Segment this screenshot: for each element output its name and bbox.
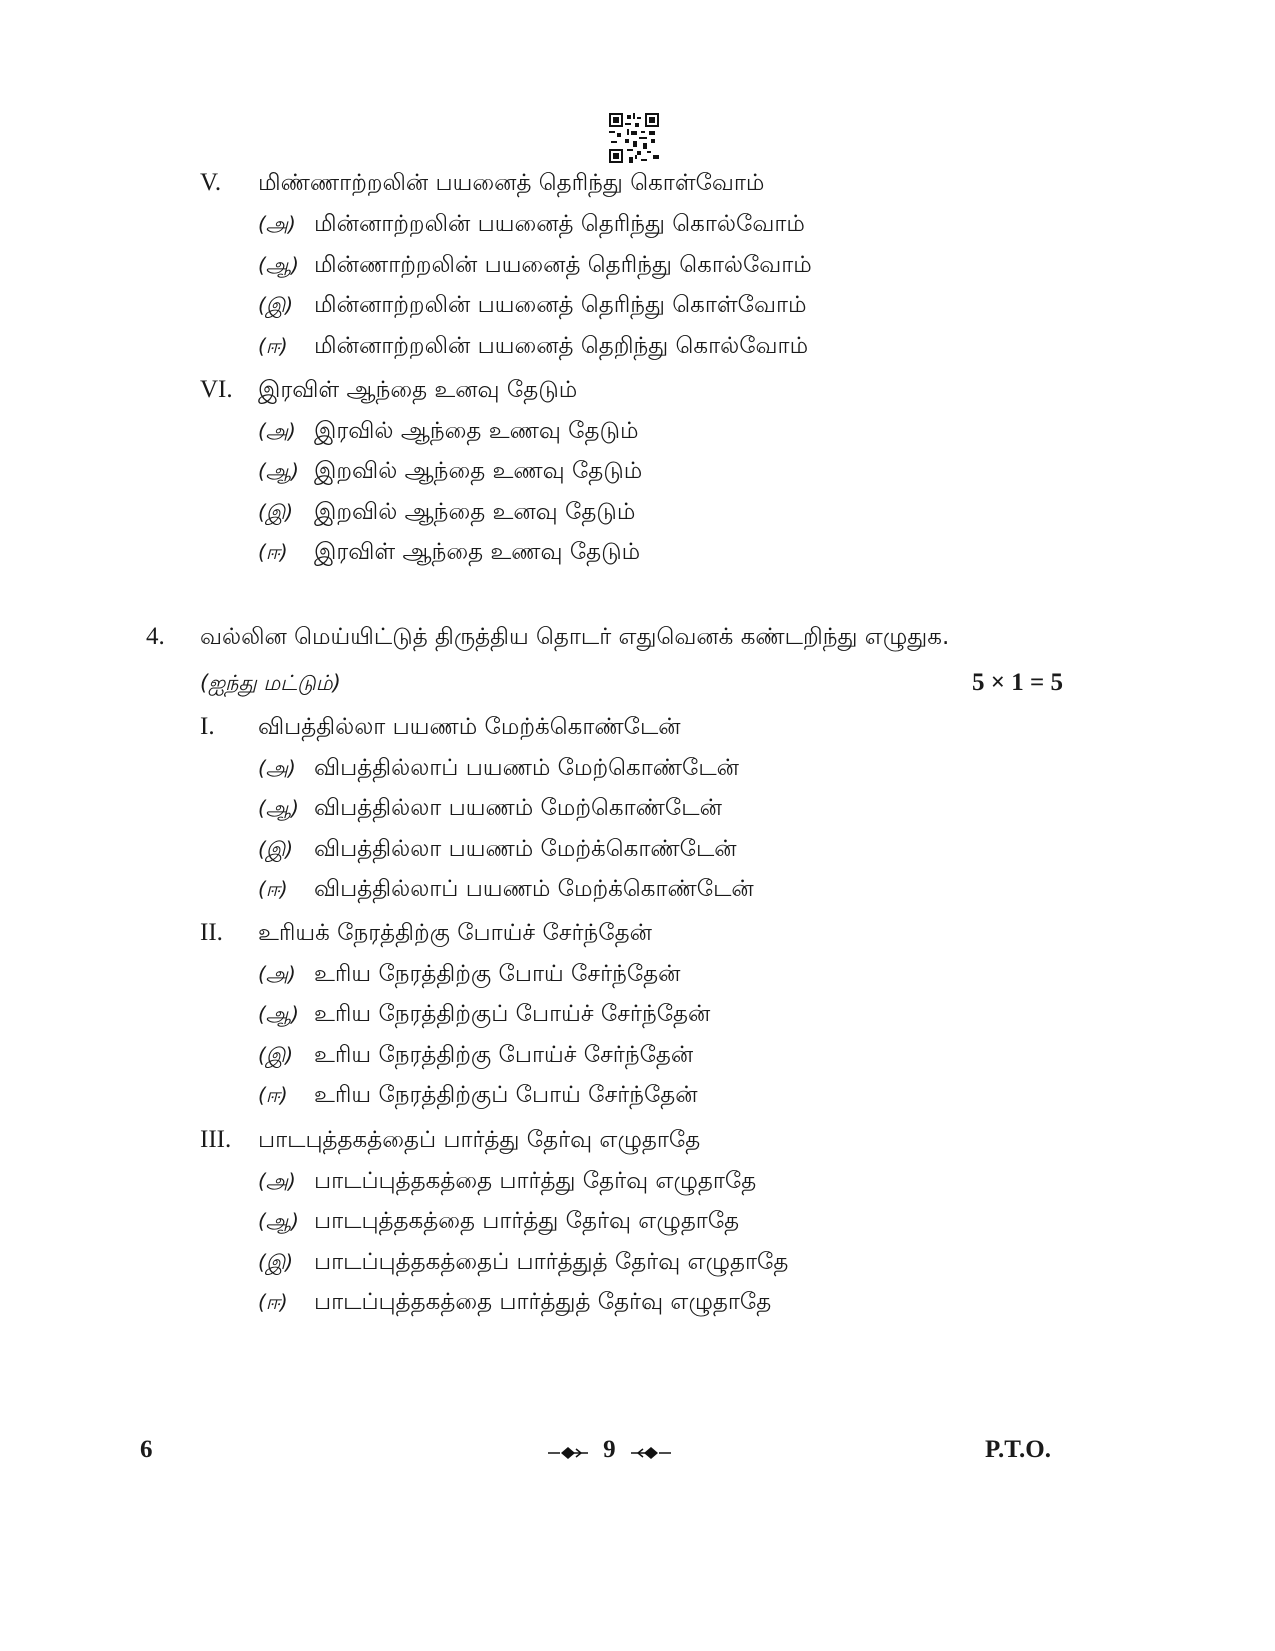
footer-code: 6	[140, 1436, 153, 1463]
option-text: பாடப்புத்தகத்தைப் பார்த்துத் தேர்வு எழுதாதே	[314, 1249, 789, 1275]
qr-code	[609, 113, 659, 163]
item-title: இரவிள் ஆந்தை உனவு தேடும்	[258, 377, 578, 403]
item-title: விபத்தில்லா பயணம் மேற்க்கொண்டேன்	[258, 714, 681, 740]
marks-label: 5 × 1 = 5	[972, 669, 1063, 696]
question-note: (ஐந்து மட்டும்)	[200, 671, 341, 695]
option-label: (ஆ)	[258, 1209, 299, 1233]
roman-numeral: III.	[200, 1126, 232, 1153]
option-label: (இ)	[258, 837, 294, 861]
option-text: இரவிள் ஆந்தை உணவு தேடும்	[314, 539, 641, 565]
option-label: (அ)	[258, 756, 296, 780]
option-text: உரிய நேரத்திற்கு போய் சேர்ந்தேன்	[314, 961, 681, 987]
pto-label: P.T.O.	[985, 1436, 1051, 1463]
option-label: (ஈ)	[258, 1290, 288, 1314]
ornament-left-icon	[548, 1445, 588, 1461]
option-text: விபத்தில்லாப் பயணம் மேற்க்கொண்டேன்	[314, 876, 754, 902]
option-text: மின்னாற்றலின் பயனைத் தெறிந்து கொல்வோம்	[314, 333, 809, 359]
page-number-group	[548, 1435, 671, 1467]
item-title: மிண்ணாற்றலின் பயனைத் தெரிந்து கொள்வோம்	[258, 170, 765, 196]
option-text: விபத்தில்லாப் பயணம் மேற்கொண்டேன்	[314, 755, 739, 781]
option-label: (ஆ)	[258, 796, 299, 820]
question-instruction: வல்லின மெய்யிட்டுத் திருத்திய தொடர் எதுவெனக் கண்டறிந்து எழுதுக.	[200, 624, 950, 650]
option-label: (ஆ)	[258, 459, 299, 483]
option-text: உரிய நேரத்திற்கு போய்ச் சேர்ந்தேன்	[314, 1042, 694, 1068]
item-title: உரியக் நேரத்திற்கு போய்ச் சேர்ந்தேன்	[258, 920, 652, 946]
roman-numeral: VI.	[200, 376, 233, 403]
option-text: விபத்தில்லா பயணம் மேற்கொண்டேன்	[314, 795, 722, 821]
option-label: (ஆ)	[258, 253, 299, 277]
option-text: பாடப்புத்தகத்தை பார்த்து தேர்வு எழுதாதே	[314, 1168, 757, 1194]
option-text: மின்ணாற்றலின் பயனைத் தெரிந்து கொல்வோம்	[314, 252, 812, 278]
option-text: இறவில் ஆந்தை உனவு தேடும்	[314, 499, 636, 525]
ornament-right-icon	[631, 1445, 671, 1461]
option-label: (இ)	[258, 293, 294, 317]
option-label: (அ)	[258, 962, 296, 986]
option-label: (அ)	[258, 1169, 296, 1193]
question-number: 4.	[146, 623, 165, 650]
roman-numeral: II.	[200, 919, 223, 946]
option-text: இறவில் ஆந்தை உணவு தேடும்	[314, 458, 643, 484]
option-text: விபத்தில்லா பயணம் மேற்க்கொண்டேன்	[314, 836, 737, 862]
option-text: உரிய நேரத்திற்குப் போய் சேர்ந்தேன்	[314, 1082, 698, 1108]
option-text: பாடப்புத்தகத்தை பார்த்துத் தேர்வு எழுதாதே	[314, 1289, 772, 1315]
option-label: (இ)	[258, 1043, 294, 1067]
option-text: பாடபுத்தகத்தை பார்த்து தேர்வு எழுதாதே	[314, 1208, 740, 1234]
option-label: (ஈ)	[258, 540, 288, 564]
option-label: (ஈ)	[258, 334, 288, 358]
option-text: உரிய நேரத்திற்குப் போய்ச் சேர்ந்தேன்	[314, 1001, 711, 1027]
option-label: (ஈ)	[258, 877, 288, 901]
option-label: (அ)	[258, 212, 296, 236]
page-number: 9	[603, 1436, 616, 1463]
option-text: மின்னாற்றலின் பயனைத் தெரிந்து கொல்வோம்	[314, 211, 805, 237]
roman-numeral: V.	[200, 169, 222, 196]
option-text: இரவில் ஆந்தை உணவு தேடும்	[314, 418, 639, 444]
item-title: பாடபுத்தகத்தைப் பார்த்து தேர்வு எழுதாதே	[258, 1127, 701, 1153]
roman-numeral: I.	[200, 713, 215, 740]
option-label: (அ)	[258, 419, 296, 443]
option-text: மின்னாற்றலின் பயனைத் தெரிந்து கொள்வோம்	[314, 292, 807, 318]
option-label: (இ)	[258, 1250, 294, 1274]
option-label: (இ)	[258, 500, 294, 524]
option-label: (ஈ)	[258, 1083, 288, 1107]
option-label: (ஆ)	[258, 1002, 299, 1026]
